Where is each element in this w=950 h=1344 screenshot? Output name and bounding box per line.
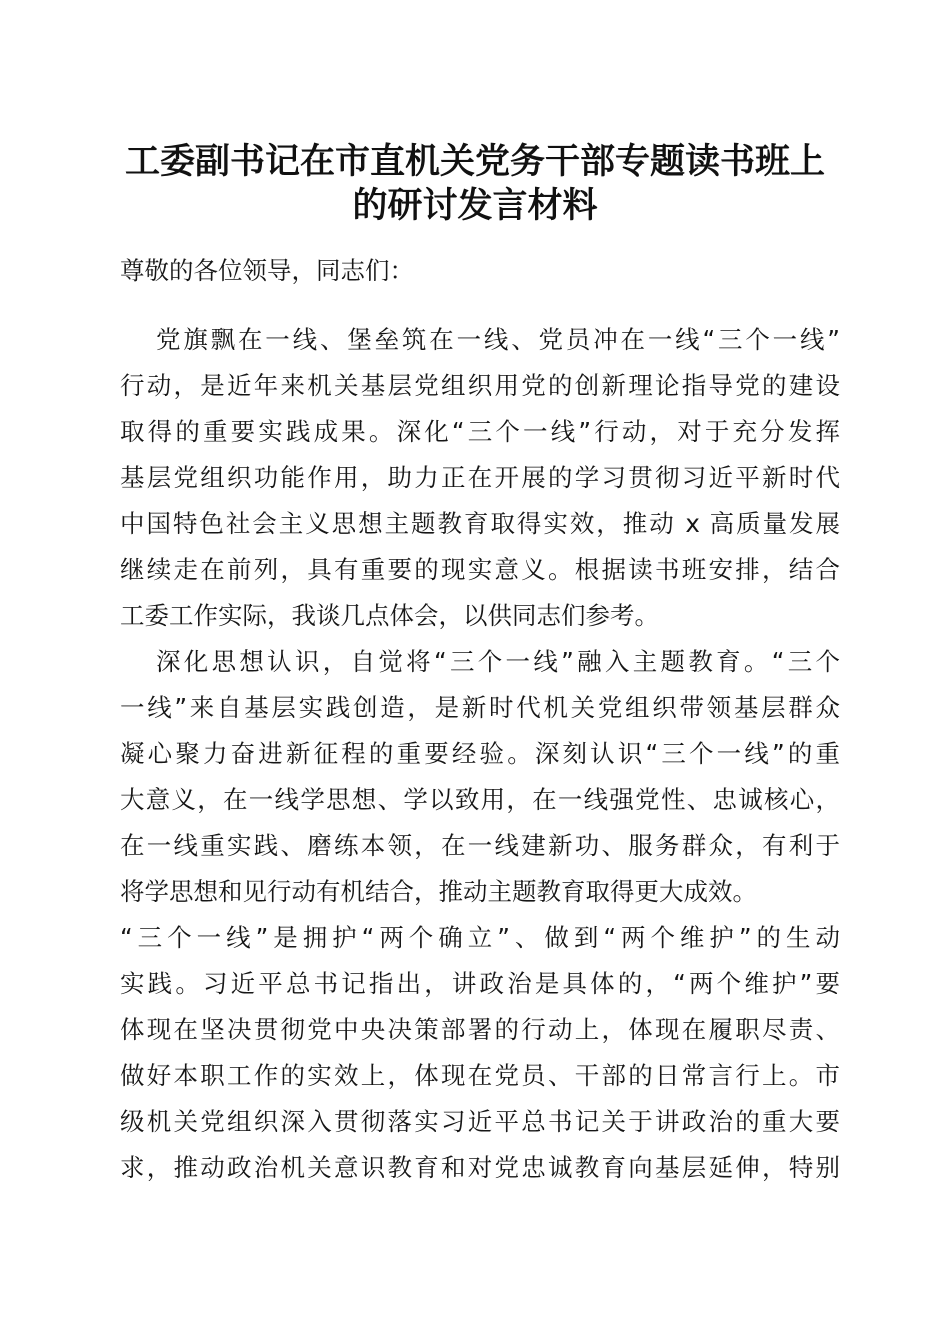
paragraph-2-line: “三个一线”是拥护“两个确立”、做到“两个维护”的生动 <box>120 923 840 952</box>
paragraph-1-line: 行动，是近年来机关基层党组织用党的创新理论指导党的建设 <box>120 371 840 400</box>
paragraph-2-line: 实践。习近平总书记指出，讲政治是具体的，“两个维护”要 <box>120 969 840 998</box>
paragraph-2-line: 级机关党组织深入贯彻落实习近平总书记关于讲政治的重大要 <box>120 1107 840 1136</box>
paragraph-1-line: 继续走在前列，具有重要的现实意义。根据读书班安排，结合 <box>120 555 840 584</box>
paragraph-2-line: 大意义，在一线学思想、学以致用，在一线强党性、忠诚核心， <box>120 785 840 814</box>
paragraph-1-line: 中国特色社会主义思想主题教育取得实效，推动 x 高质量发展 <box>120 509 840 538</box>
paragraph-1-line: 党旗飘在一线、堡垒筑在一线、党员冲在一线“三个一线” <box>156 325 840 354</box>
document-title-line-1: 工委副书记在市直机关党务干部专题读书班上 <box>124 141 825 182</box>
paragraph-2-line: 将学思想和见行动有机结合，推动主题教育取得更大成效。 <box>120 877 757 906</box>
paragraph-2-line: 做好本职工作的实效上，体现在党员、干部的日常言行上。市 <box>120 1061 840 1090</box>
document-title-line-2: 的研讨发言材料 <box>352 185 598 226</box>
paragraph-1-line: 取得的重要实践成果。深化“三个一线”行动，对于充分发挥 <box>120 417 840 446</box>
paragraph-2-line: 凝心聚力奋进新征程的重要经验。深刻认识“三个一线”的重 <box>120 739 840 768</box>
paragraph-1-line: 基层党组织功能作用，助力正在开展的学习贯彻习近平新时代 <box>120 463 840 492</box>
paragraph-2-line: 体现在坚决贯彻党中央决策部署的行动上，体现在履职尽责、 <box>120 1015 840 1044</box>
paragraph-2-line: 在一线重实践、磨练本领，在一线建新功、服务群众，有利于 <box>120 831 840 860</box>
salutation: 尊敬的各位领导，同志们： <box>120 256 414 285</box>
paragraph-2-line: 深化思想认识，自觉将“三个一线”融入主题教育。“三个 <box>156 647 840 676</box>
paragraph-2-line: 一线”来自基层实践创造，是新时代机关党组织带领基层群众 <box>120 693 840 722</box>
paragraph-1-line: 工委工作实际，我谈几点体会，以供同志们参考。 <box>120 601 659 630</box>
paragraph-2-line: 求，推动政治机关意识教育和对党忠诚教育向基层延伸，特别 <box>120 1153 840 1182</box>
